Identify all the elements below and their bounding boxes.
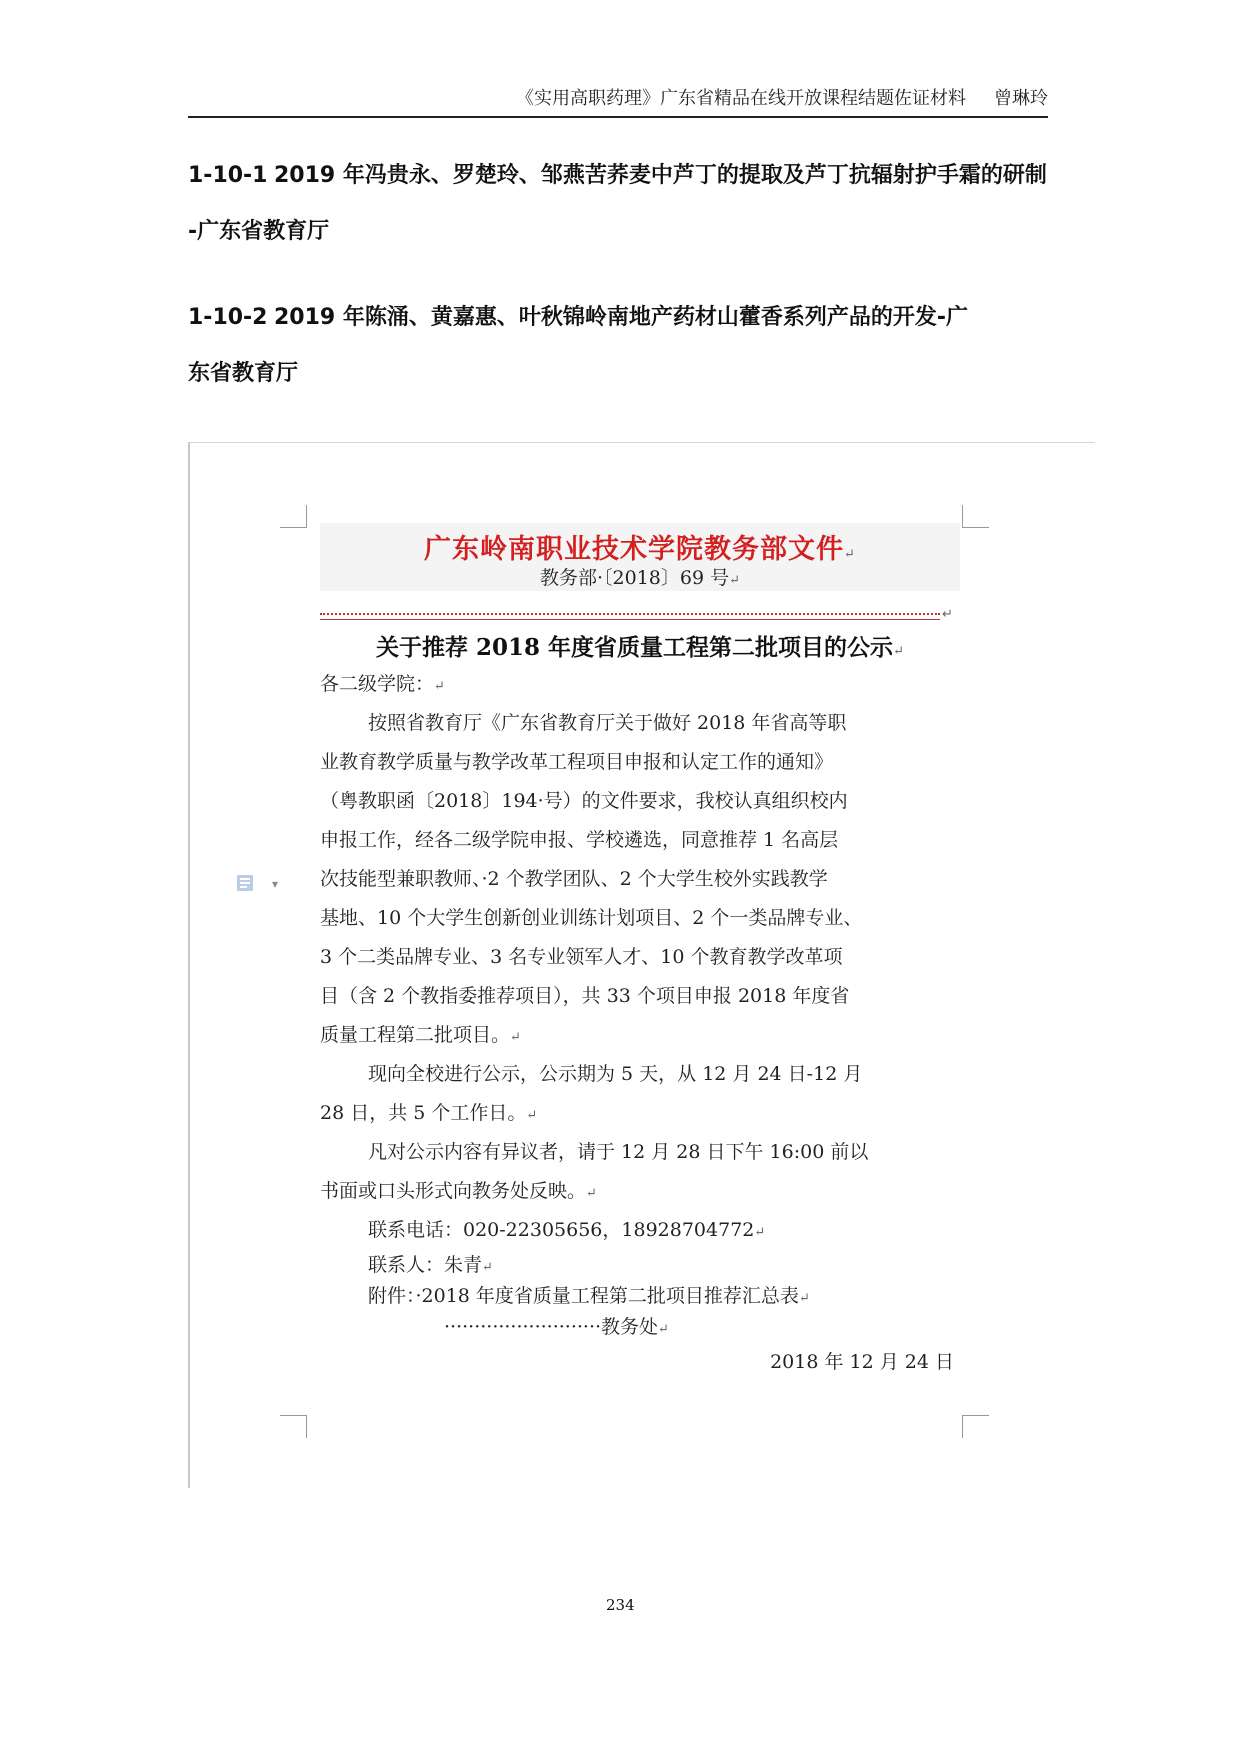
body-line: 书面或口头形式向教务处反映。↵ <box>320 1180 597 1202</box>
body-line: 按照省教育厅《广东省教育厅关于做好 2018 年省高等职 <box>368 712 847 734</box>
contact-person: 联系人：朱青↵ <box>368 1254 493 1276</box>
contact-phone: 联系电话：020-22305656，18928704772↵ <box>368 1219 766 1241</box>
body-line: 质量工程第二批项目。↵ <box>320 1024 521 1046</box>
section-code: 1-10-2 <box>188 305 268 330</box>
scanned-notice-screenshot <box>188 442 1095 1488</box>
section-code: 1-10-1 <box>188 163 268 188</box>
notice-title: 关于推荐 2018 年度省质量工程第二批项目的公示↵ <box>376 634 904 661</box>
body-line: 现向全校进行公示，公示期为 5 天，从 12 月 24 日-12 月 <box>368 1063 863 1085</box>
section-title-line: 2019 年陈涌、黄嘉惠、叶秋锦岭南地产药材山藿香系列产品的开发-广 <box>274 305 969 330</box>
chevron-down-icon[interactable]: ▾ <box>272 877 279 891</box>
section-heading-1-10-2 <box>188 290 1068 402</box>
document-layout-icon[interactable] <box>234 871 258 895</box>
attachment-line: 附件：·2018 年度省质量工程第二批项目推荐汇总表↵ <box>368 1285 810 1307</box>
issuing-org: 广东岭南职业技术学院教务部文件↵ <box>424 534 856 565</box>
header-title: 《实用高职药理》广东省精品在线开放课程结题佐证材料 <box>516 88 966 109</box>
signature-line: ··························教务处↵ <box>444 1316 669 1338</box>
section-heading-1-10-1 <box>188 148 1068 260</box>
paragraph-mark-icon: ↵ <box>942 607 953 622</box>
section-title-line: -广东省教育厅 <box>188 219 330 244</box>
section-title-line: 东省教育厅 <box>188 361 299 386</box>
body-line: 次技能型兼职教师、·2 个教学团队、2 个大学生校外实践教学 <box>320 868 828 890</box>
notice-body <box>320 665 960 1382</box>
header-author: 曾琳玲 <box>994 88 1048 109</box>
body-line: 3 个二类品牌专业、3 名专业领军人才、10 个教育教学改革项 <box>320 946 843 968</box>
body-line: 目（含 2 个教指委推荐项目），共 33 个项目申报 2018 年度省 <box>320 985 850 1007</box>
body-line: 28 日，共 5 个工作日。↵ <box>320 1102 538 1124</box>
section-title-line: 2019 年冯贵永、罗楚玲、邹燕苦荞麦中芦丁的提取及芦丁抗辐射护手霜的研制 <box>274 163 1047 188</box>
body-line: 业教育教学质量与教学改革工程项目申报和认定工作的通知》 <box>320 751 834 773</box>
body-line: 基地、10 个大学生创新创业训练计划项目、2 个一类品牌专业、 <box>320 907 863 929</box>
page-number: 234 <box>606 1596 635 1614</box>
running-header <box>188 86 1048 118</box>
page-corner-mark <box>280 505 307 528</box>
page-corner-mark <box>280 1415 307 1438</box>
issue-date: 2018 年 12 月 24 日 <box>770 1351 954 1373</box>
body-line: 凡对公示内容有异议者，请于 12 月 28 日下午 16:00 前以 <box>368 1141 869 1163</box>
page-corner-mark <box>962 505 989 528</box>
document-number: 教务部·〔2018〕69 号↵ <box>539 567 741 589</box>
body-line: 申报工作，经各二级学院申报、学校遴选，同意推荐 1 名高层 <box>320 829 839 851</box>
body-line: （粤教职函〔2018〕194·号）的文件要求，我校认真组织校内 <box>320 790 848 812</box>
document-letterhead <box>320 523 960 591</box>
letterhead-divider <box>320 613 940 620</box>
page-corner-mark <box>962 1415 989 1438</box>
salutation: 各二级学院：↵ <box>320 673 445 695</box>
